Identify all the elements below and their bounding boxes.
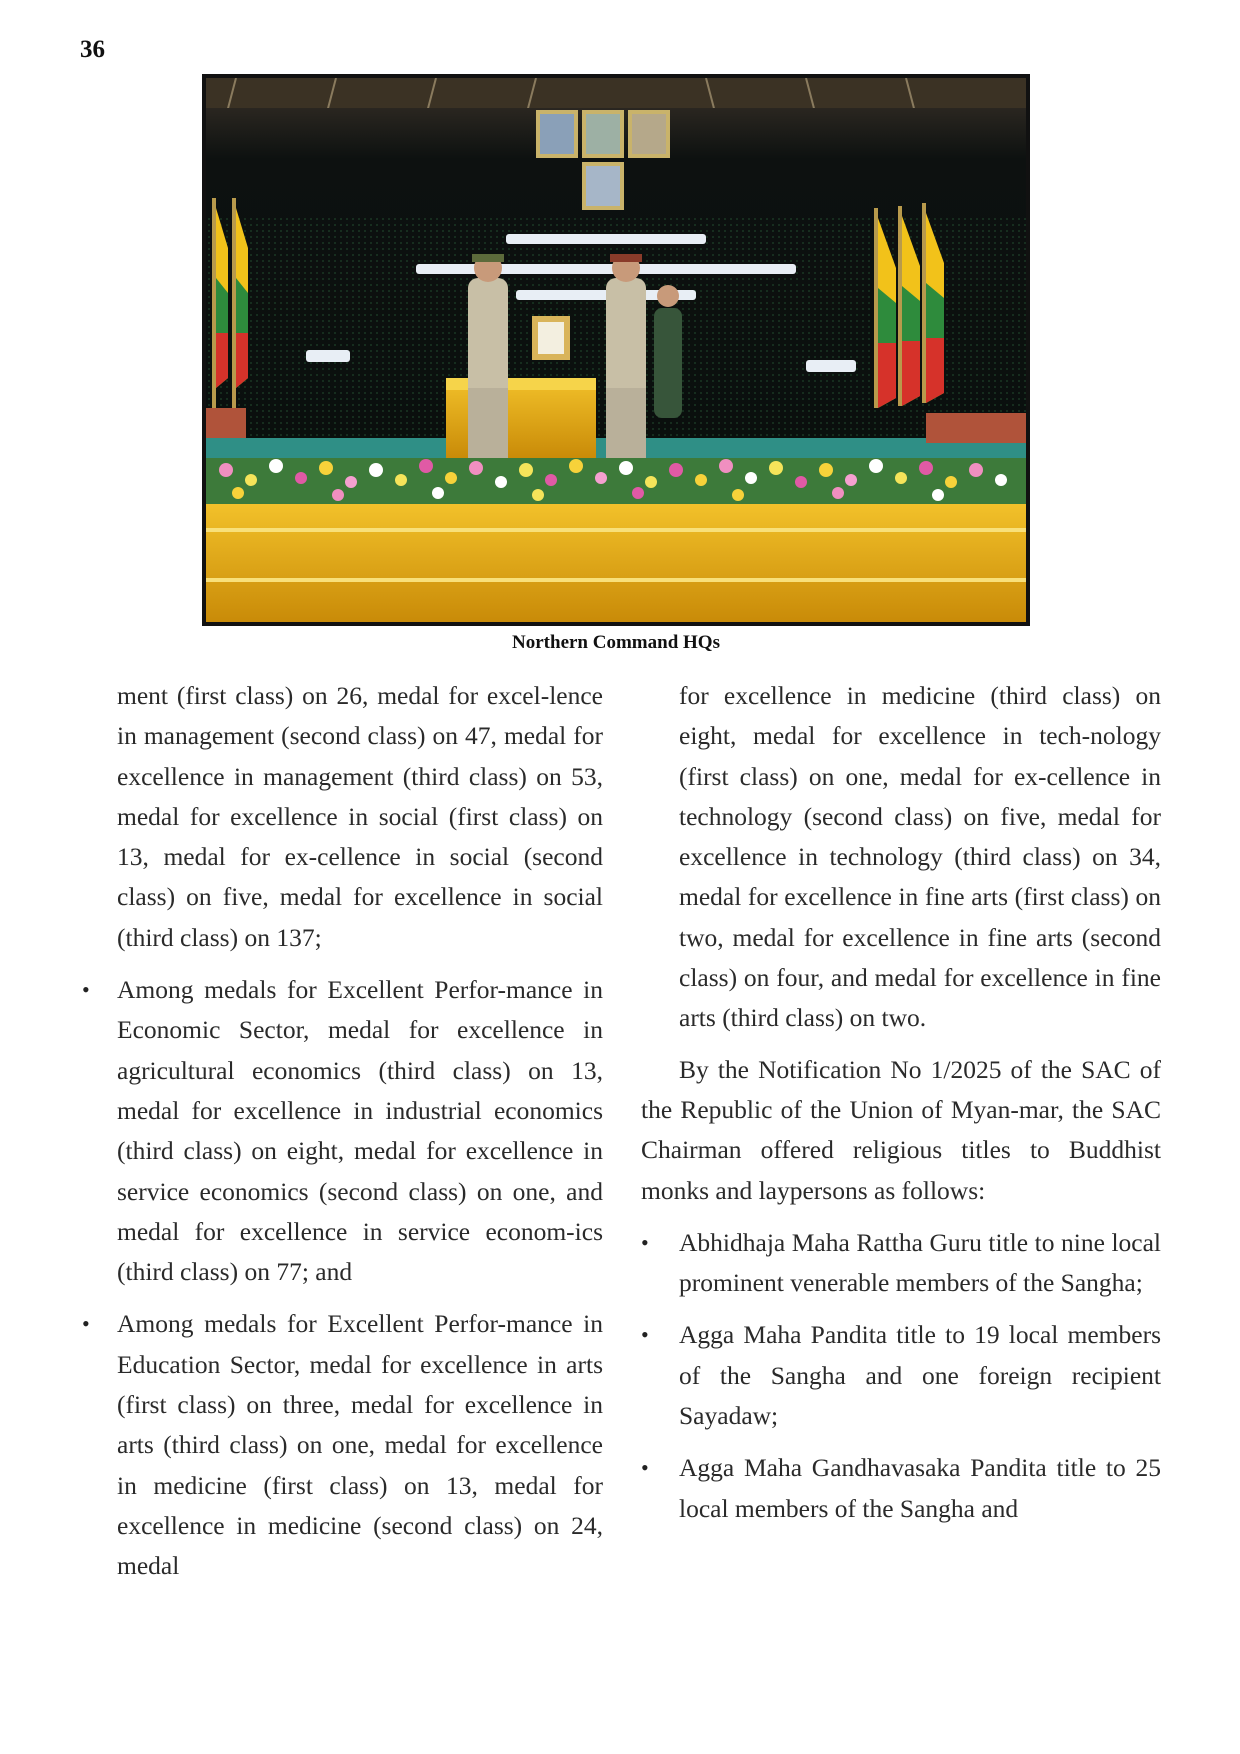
left-continuation-text: ment (first class) on 26, medal for excel-lence in management (second class) on 47, medal for excellence in management (third class) on 53, medal for excellence in social (first class) on 13, medal for ex-cellence in social (second class) on five, medal for excellence in social (third class) on 137;: [117, 681, 603, 952]
photo-caption: Northern Command HQs: [512, 632, 720, 653]
list-item: • Agga Maha Gandhavasaka Pandita title to 25 local members of the Sangha and: [641, 1448, 1161, 1529]
left-column: [117, 676, 603, 1587]
list-item: • Among medals for Excellent Perfor-mance in Economic Sector, medal for excellence in agricultural economics (third class) on 13, medal for excellence in industrial economics (third class) on eight, medal for excellence in service economics (second class) on one, and medal for excellence in service econom-ics (third class) on 77; and: [117, 970, 603, 1292]
right-column: [641, 676, 1161, 1529]
page-number: 36: [80, 36, 105, 63]
list-item: • Among medals for Excellent Perfor-mance in Education Sector, medal for excellence in arts (first class) on three, medal for excellence in arts (third class) on one, medal for excellence in medicine (first class) on 13, medal for excellence in medicine (second class) on 24, medal: [117, 1304, 603, 1586]
left-bullet-list: [117, 970, 603, 1586]
notification-paragraph: By the Notification No 1/2025 of the SAC of the Republic of the Union of Myan-mar, the SAC Chairman offered religious titles to Buddhist monks and laypersons as follows:: [641, 1054, 1161, 1205]
right-continuation-text: for excellence in medicine (third class) on eight, medal for excellence in tech-nology (first class) on one, medal for ex-cellence in technology (second class) on five, medal for excellence in technology (third class) on 34, medal for excellence in fine arts (first class) on two, medal for excellence in fine arts (second class) on four, and medal for excellence in fine arts (third class) on two.: [679, 681, 1161, 1033]
right-bullet-list: [641, 1223, 1161, 1529]
list-item: • Abhidhaja Maha Rattha Guru title to nine local prominent venerable members of the Sangha;: [641, 1223, 1161, 1304]
ceremony-photo: [202, 74, 1030, 626]
list-item: • Agga Maha Pandita title to 19 local members of the Sangha and one foreign recipient Sayadaw;: [641, 1315, 1161, 1436]
